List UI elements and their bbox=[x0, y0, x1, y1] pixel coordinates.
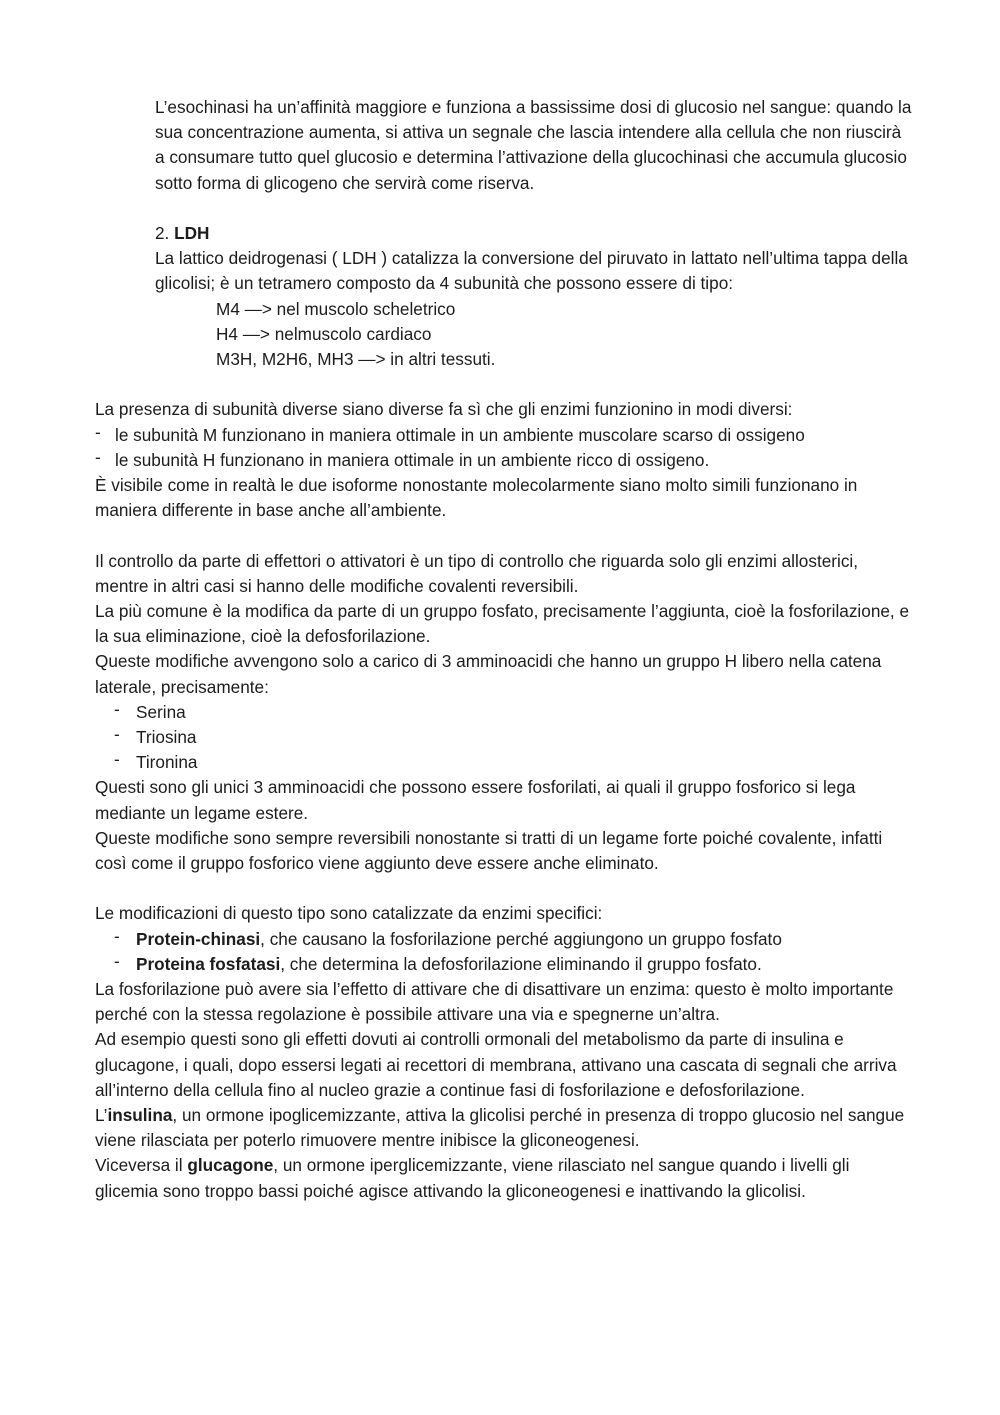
list-item: - Triosina bbox=[95, 725, 915, 750]
subunits-conclusion: È visibile come in realtà le due isoforme nonostante molecolarmente siano molto simili funzionano in maniera differente in base anche all’ambiente. bbox=[95, 475, 858, 521]
document-page bbox=[95, 95, 915, 1204]
esochinasi-paragraph: L’esochinasi ha un’affinità maggiore e funziona a bassissime dosi di glucosio nel sangue: quando la sua concentrazione aumenta, si attiva un segnale che lascia intendere alla cellula che non riuscirà a consumare tutto quel glucosio e determina l’attivazione della glucochinasi che accumula glucosio sotto forma di glicogeno che servirà come riserva. bbox=[155, 97, 912, 193]
enzymes-paragraph-1: La fosforilazione può avere sia l’effetto di attivare che di disattivare un enzima: questo è molto importante perché con la stessa regolazione è possibile attivare una via e spegnerne un’altra. bbox=[95, 979, 894, 1025]
ldh-title: LDH bbox=[174, 223, 210, 243]
list-item: - le subunità M funzionano in maniera ottimale in un ambiente muscolare scarso di ossigeno bbox=[95, 423, 915, 448]
control-paragraph-1: Il controllo da parte di effettori o attivatori è un tipo di controllo che riguarda solo gli enzimi allosterici, mentre in altri casi si hanno delle modifiche covalenti reversibili. bbox=[95, 550, 859, 596]
list-item: - le subunità H funzionano in maniera ottimale in un ambiente ricco di ossigeno. bbox=[95, 448, 915, 473]
control-paragraph-2: La più comune è la modifica da parte di un gruppo fosfato, precisamente l’aggiunta, cioè la fosforilazione, e la sua eliminazione, cioè la defosforilazione. bbox=[95, 601, 910, 647]
ldh-type-h4: H4 —> nelmuscolo cardiaco bbox=[216, 323, 432, 344]
ldh-number: 2. bbox=[155, 223, 170, 243]
glucagon-prefix: Viceversa il bbox=[95, 1155, 188, 1176]
glucagon-paragraph bbox=[95, 1153, 915, 1203]
amino-acid-list bbox=[95, 700, 915, 776]
kinase-term: Protein-chinasi bbox=[136, 928, 261, 949]
ldh-paragraph: La lattico deidrogenasi ( LDH ) catalizza la conversione del piruvato in lattato nell’ultima tappa della glicolisi; è un tetramero composto da 4 subunità che possono essere di tipo: bbox=[155, 248, 908, 294]
ldh-heading bbox=[95, 221, 915, 246]
list-item bbox=[95, 927, 915, 952]
control-paragraph-4: Questi sono gli unici 3 amminoacidi che possono essere fosforilati, ai quali il gruppo fosforico si lega mediante un legame estere. bbox=[95, 777, 856, 823]
kinase-text: , che causano la fosforilazione perché aggiungono un gruppo fosfato bbox=[260, 928, 782, 949]
enzymes-paragraph-2: Ad esempio questi sono gli effetti dovuti ai controlli ormonali del metabolismo da parte di insulina e glucagone, i quali, dopo essersi legati ai recettori di membrana, attivano una cascata di segnali che arriva all’interno della cellula fino al nucleo grazie a continue fasi di fosforilazione e defosforilazione. bbox=[95, 1029, 897, 1100]
control-paragraph-5: Queste modifiche sono sempre reversibili nonostante si tratti di un legame forte poiché covalente, infatti così come il gruppo fosforico viene aggiunto deve essere anche eliminato. bbox=[95, 827, 883, 874]
subunits-intro: La presenza di subunità diverse siano diverse fa sì che gli enzimi funzionino in modi diversi: bbox=[95, 399, 793, 420]
control-paragraph-3: Queste modifiche avvengono solo a carico di 3 amminoacidi che hanno un gruppo H libero nella catena laterale, precisamente: bbox=[95, 651, 882, 697]
list-item bbox=[95, 952, 915, 977]
insulin-term: insulina bbox=[107, 1105, 173, 1126]
phosphatase-text: , che determina la defosforilazione eliminando il gruppo fosfato. bbox=[280, 953, 762, 974]
ldh-type-mixed: M3H, M2H6, MH3 —> in altri tessuti. bbox=[216, 349, 496, 370]
insulin-prefix: L’ bbox=[95, 1105, 108, 1126]
subunits-list bbox=[95, 423, 915, 473]
list-item: - Serina bbox=[95, 700, 915, 725]
list-item: - Tironina bbox=[95, 750, 915, 775]
insulin-paragraph bbox=[95, 1103, 915, 1153]
insulin-text: , un ormone ipoglicemizzante, attiva la glicolisi perché in presenza di troppo glucosio nel sangue viene rilasciata per poterlo rimuovere mentre inibisce la gliconeogenesi. bbox=[95, 1105, 905, 1151]
ldh-type-m4: M4 —> nel muscolo scheletrico bbox=[216, 298, 456, 319]
glucagon-term: glucagone bbox=[187, 1155, 274, 1176]
phosphatase-term: Proteina fosfatasi bbox=[136, 953, 281, 974]
enzymes-intro: Le modificazioni di questo tipo sono catalizzate da enzimi specifici: bbox=[95, 903, 603, 924]
glucagon-text: , un ormone iperglicemizzante, viene rilasciato nel sangue quando i livelli gli glicemia sono troppo bassi poiché agisce attivando la gliconeogenesi e inattivando la glicolisi. bbox=[95, 1155, 850, 1201]
enzymes-list bbox=[95, 927, 915, 977]
